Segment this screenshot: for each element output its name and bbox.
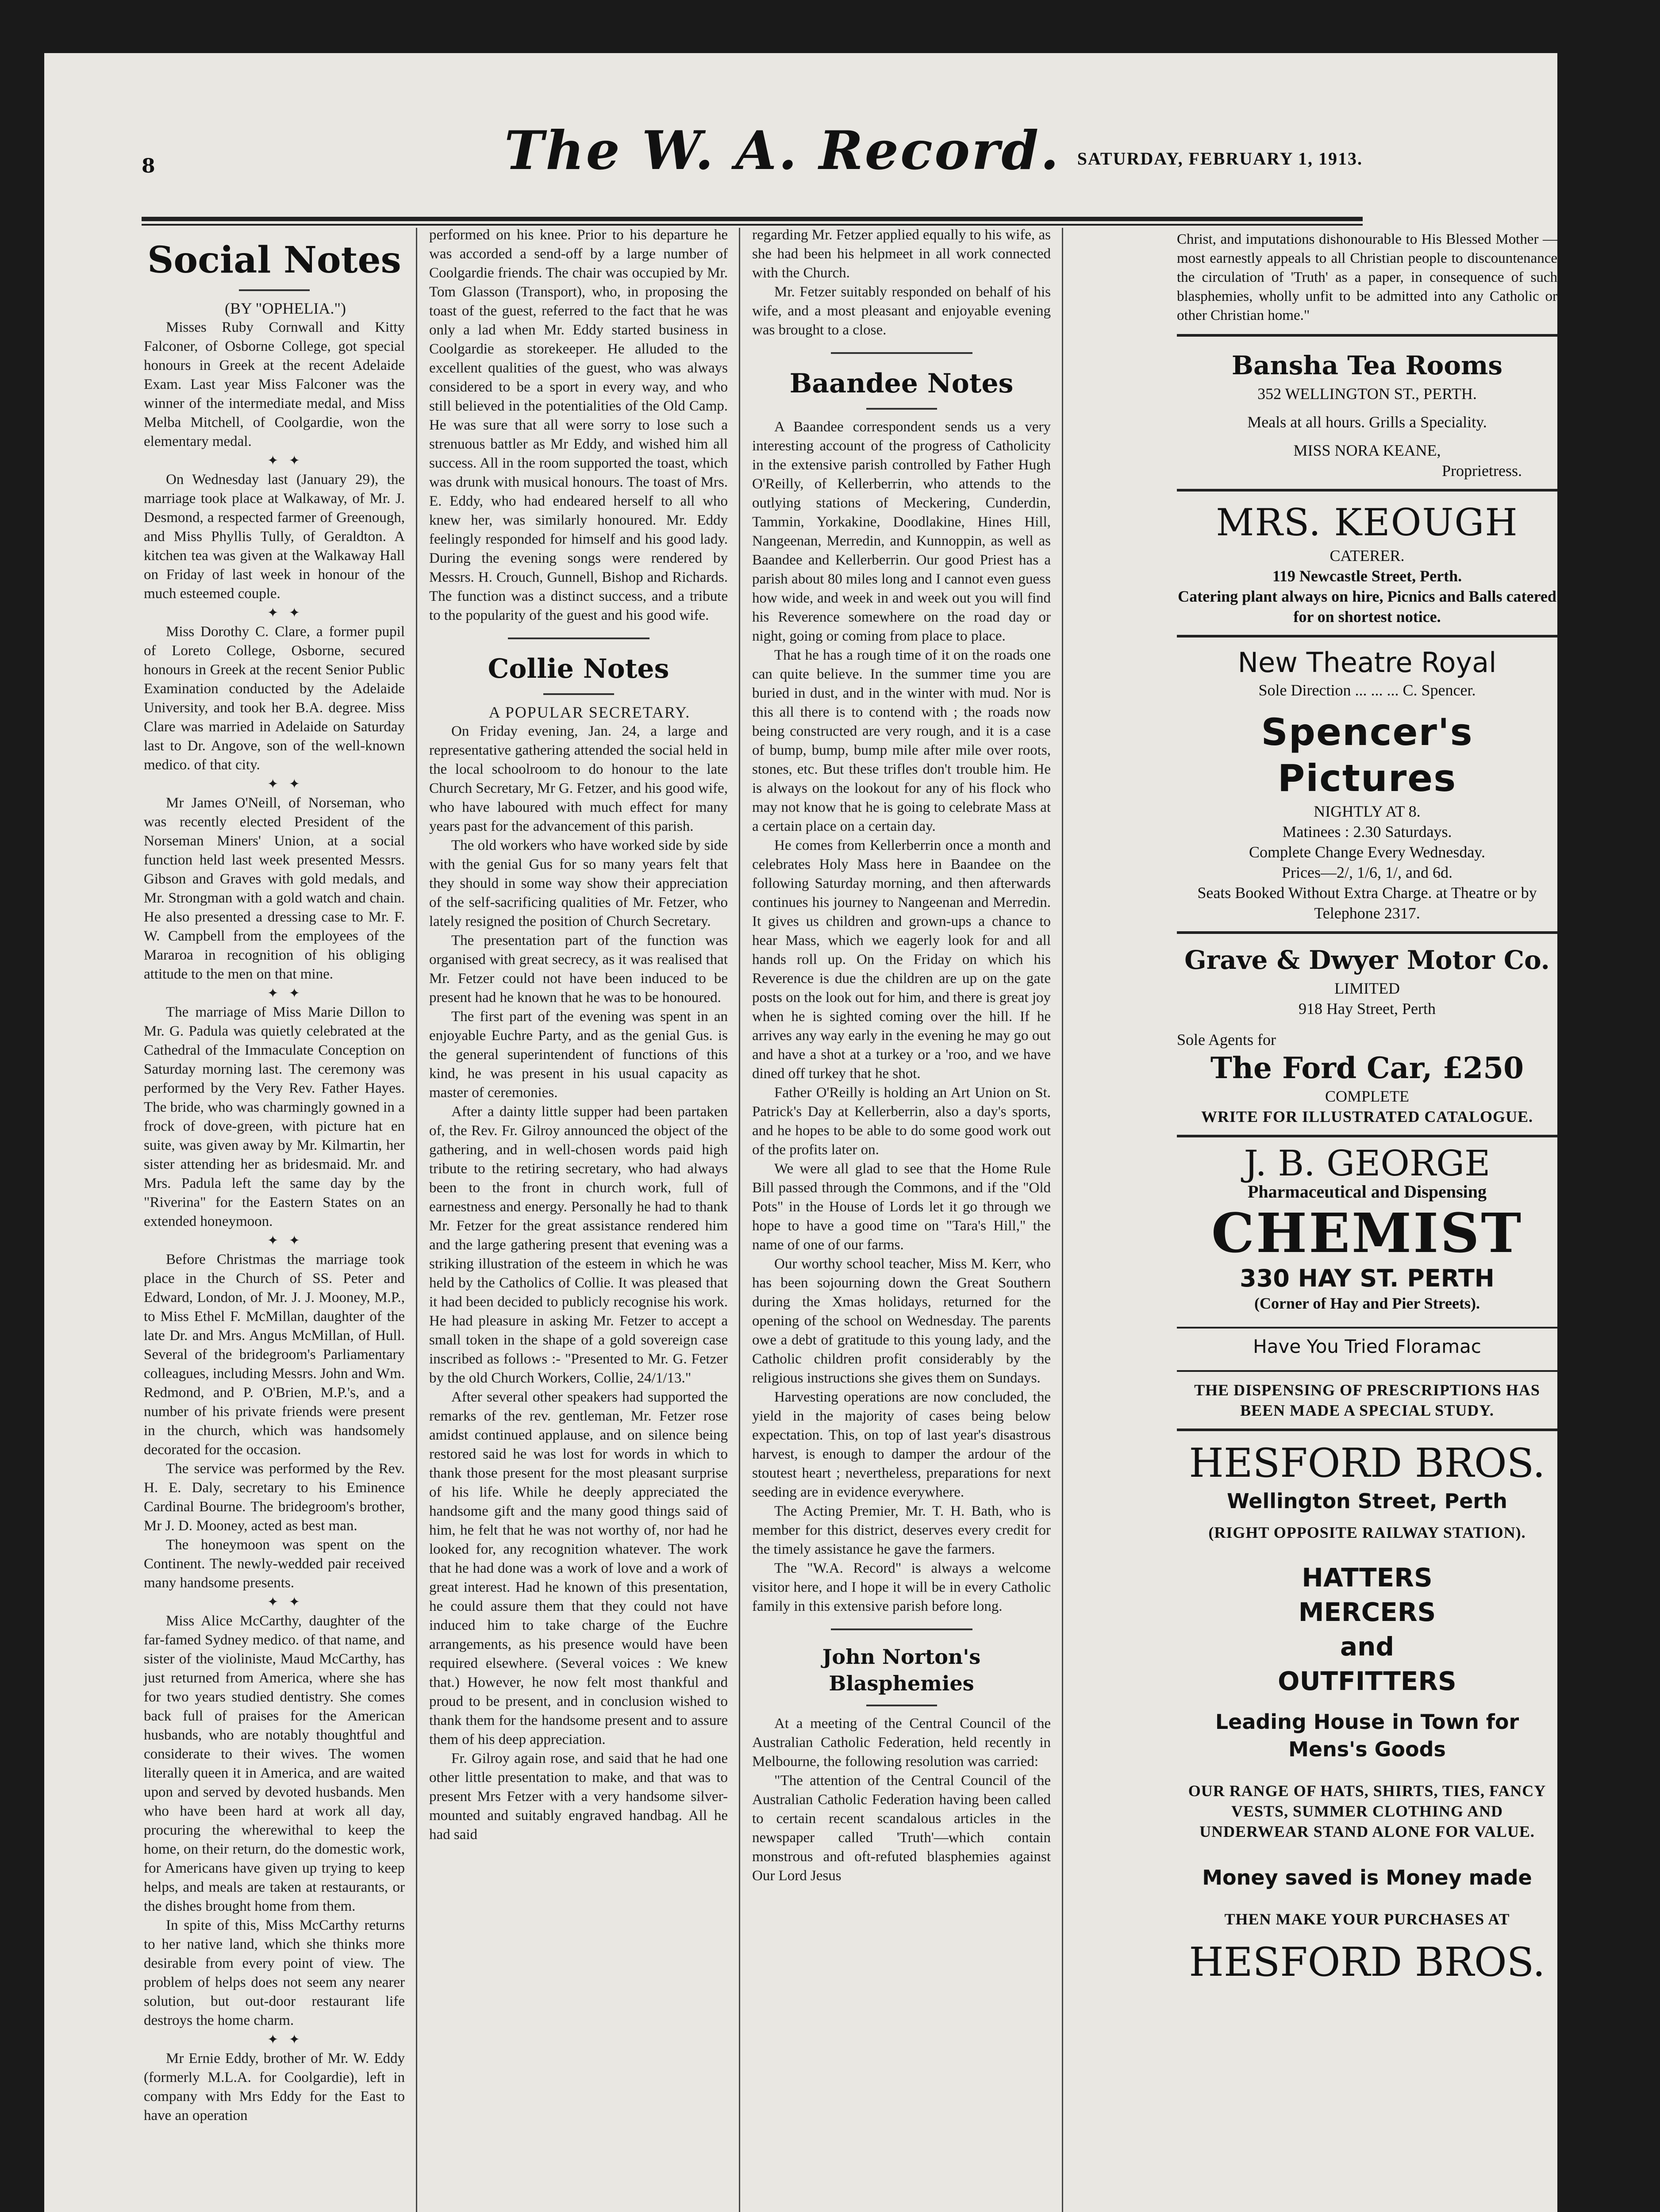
ad-headline: Spencer's Pictures — [1261, 710, 1473, 800]
column-social-notes — [144, 226, 405, 2125]
section-rule — [831, 1628, 972, 1630]
ad-new-theatre-royal — [1177, 637, 1557, 934]
section-heading: Collie Notes — [488, 653, 669, 684]
ad-text: Matinees : 2.30 Saturdays. — [1282, 823, 1452, 841]
section-heading: Baandee Notes — [789, 368, 1014, 399]
article-paragraph: Mr James O'Neill, of Norseman, who was recently elected President of the Norseman Miners' Union, at a social function held last week presented Messrs. Gibson and Graves with gold medals, and Mr. Strongman with a gold watch and chain. He also presented a dressing case to Mr. F. W. Campbell from the employees of the Mararoa in recognition of his obliging attitude to the men on that mine. — [144, 795, 405, 982]
ad-text: MERCERS — [1298, 1597, 1436, 1627]
ad-text: COMPLETE — [1325, 1087, 1409, 1105]
ad-text: HATTERS — [1302, 1563, 1433, 1593]
ornament: ✦ ✦ — [267, 986, 304, 1001]
ad-text: OUTFITTERS — [1278, 1666, 1456, 1696]
ornament: ✦ ✦ — [267, 1595, 304, 1609]
ad-text: Sole Direction ... ... ... C. Spencer. — [1258, 681, 1476, 699]
ad-text: Pharmaceutical and Dispensing — [1247, 1182, 1487, 1202]
article-paragraph: Harvesting operations are now concluded, the yield in the majority of cases being below expectation. This, on top of last year's disastrous harvest, is enough to damper the ardour of the stoutest heart ; nevertheless, preparations for next seeding are in evidence everywhere. — [752, 1389, 1051, 1500]
ad-address: 918 Hay Street, Perth — [1299, 1000, 1436, 1018]
column-divider — [416, 228, 417, 2212]
subheading: A POPULAR SECRETARY. — [488, 703, 691, 721]
ad-text: Seats Booked Without Extra Charge. at Theatre or by Telephone 2317. — [1197, 884, 1537, 922]
article-paragraph: Misses Ruby Cornwall and Kitty Falconer, of Osborne College, got special honours in Greek at the recent Adelaide Exam. Last year Miss Falconer was the winner of the intermediate medal, and Miss Melba Mitchell, of Coolgardie, won the elementary medal. — [144, 319, 405, 449]
ornament: ✦ ✦ — [267, 1233, 304, 1248]
heading-rule — [239, 289, 310, 291]
ornament: ✦ ✦ — [267, 606, 304, 620]
ad-text: WRITE FOR ILLUSTRATED CATALOGUE. — [1201, 1108, 1533, 1125]
article-paragraph: The "W.A. Record" is always a welcome visitor here, and I hope it will be in every Catholic family in this extensive parish before long. — [752, 1560, 1051, 1614]
article-paragraph: After a dainty little supper had been partaken of, the Rev. Fr. Gilroy announced the object of the gathering, and in well-chosen words paid high tribute to the retiring secretary, who had always been to the front in church work, full of earnestness and energy. Personally he had to thank Mr. Fetzer for the great assistance rendered him and the large gathering present that evening was a striking illustration of the esteem in which he was held by the Catholics of Collie. It was pleased that it had been decided to publicly recognise his work. He had pleasure in asking Mr. Fetzer to accept a small token in the shape of a gold sovereign case inscribed as follows :- "Presented to Mr. G. Fetzer by the old Church Workers, Collie, 24/1/13." — [429, 1104, 728, 1386]
article-paragraph: The Acting Premier, Mr. T. H. Bath, who is member for this district, deserves every credit for the timely assistance he gave the farmers. — [752, 1503, 1051, 1557]
newspaper-page — [44, 53, 1557, 2212]
article-paragraph: Our worthy school teacher, Miss M. Kerr, who has been sojourning down the Great Southern during the Xmas holidays, returned for the opening of the school on Wednesday. The parents owe a debt of gratitude to this young lady, and the Catholic children profit considerably by the religious instructions she gives them on Sundays. — [752, 1256, 1051, 1386]
ornament: ✦ ✦ — [267, 777, 304, 791]
ad-mrs-keough — [1177, 492, 1557, 637]
ad-address: 352 WELLINGTON ST., PERTH. — [1257, 385, 1477, 403]
ad-title: Bansha Tea Rooms — [1231, 350, 1503, 380]
ad-text: LIMITED — [1334, 979, 1400, 997]
section-heading: Social Notes — [147, 239, 401, 281]
ad-rule — [1177, 334, 1557, 337]
article-paragraph: Miss Alice McCarthy, daughter of the far-famed Sydney medico. of that name, and sister of the violiniste, Maud McCarthy, has just returned from America, where she has for two years studied dentistry. She comes back full of praises for the American husbands, who are notably thoughtful and considerate to their wives. The women literally queen it in America, and are waited upon and served by devoted husbands. Men who have been hard at work all day, procuring the wherewithal to keep the home, on their return, do the domestic work, for Americans have given up trying to keep helps, and meals are taken at restaurants, or the dishes brought home from them. — [144, 1613, 405, 1914]
newspaper-title: The W. A. Record. — [504, 119, 1061, 182]
ad-title: HESFORD BROS. — [1189, 1440, 1545, 1486]
article-paragraph: The honeymoon was spent on the Continent. The newly-wedded pair received many handsome presents. — [144, 1537, 405, 1591]
article-paragraph: The service was performed by the Rev. H. E. Daly, secretary to his Eminence Cardinal Bourne. The bridegroom's brother, Mr J. D. Mooney, acted as best man. — [144, 1461, 405, 1534]
ad-text: (Corner of Hay and Pier Streets). — [1254, 1294, 1480, 1312]
article-paragraph: At a meeting of the Central Council of the Australian Catholic Federation, held recently in Melbourne, the following resolution was carried: — [752, 1716, 1051, 1770]
column-divider — [739, 228, 740, 2212]
article-paragraph: regarding Mr. Fetzer applied equally to his wife, as she had been his helpmeet in all work connected with the Church. — [752, 227, 1051, 281]
ad-text: Leading House in Town for Mens's Goods — [1215, 1710, 1519, 1761]
article-paragraph: Christ, and imputations dishonourable to His Blessed Mother — most earnestly appeals to all Christian people to discountenance the circulation of 'Truth' as a paper, in consequence of such blasphemies, wholly unfit to be admitted into any Catholic or other Christian home." — [1177, 231, 1557, 323]
heading-rule — [866, 408, 937, 410]
ad-role: CATERER. — [1330, 547, 1405, 565]
article-paragraph: We were all glad to see that the Home Rule Bill passed through the Commons, and if the "Old Pots" in the House of Lords let it go through we hope to have a good time on "Tara's Hill," the name of one of our farms. — [752, 1161, 1051, 1253]
heading-rule — [866, 1705, 937, 1706]
column-divider — [1062, 228, 1063, 2212]
article-paragraph: He comes from Kellerberrin once a month and celebrates Holy Mass here in Baandee on the following Saturday morning, and then afterwards continues his journey to Nangeenan and Merredin. It gives us children and grown-ups a chance to hear Mass, which we eagerly look for and all hands roll up. On the Friday on which his Reverence is due the children are up on the gate posts on the look out for him, and there is great joy when he is sighted coming over the hill. If he arrives any way early in the evening he may go out and have a shot at a turkey or a 'roo, and we have dined off turkey that he shot. — [752, 837, 1051, 1082]
ad-title: Grave & Dwyer Motor Co. — [1184, 945, 1550, 975]
ad-text: Complete Change Every Wednesday. — [1249, 843, 1485, 861]
ad-text: and — [1340, 1632, 1394, 1662]
ad-text: Sole Agents for — [1177, 1031, 1276, 1048]
ad-text: OUR RANGE OF HATS, SHIRTS, TIES, FANCY VESTS, SUMMER CLOTHING AND UNDERWEAR STAND ALONE FOR VALUE. — [1188, 1782, 1546, 1840]
column-collie-notes — [429, 226, 728, 1844]
section-rule — [508, 637, 649, 639]
article-paragraph: On Wednesday last (January 29), the marriage took place at Walkaway, of Mr. J. Desmond, a respected farmer of Greenough, and Miss Phyllis Tully, of Geraldton. A kitchen tea was given at the Walkaway Hall on Friday of last week in honour of the much esteemed couple. — [144, 472, 405, 602]
ad-grave-dwyer-motor — [1177, 934, 1557, 1137]
advertisements-column — [1177, 230, 1557, 1995]
article-paragraph: Fr. Gilroy again rose, and said that he had one other little presentation to make, and that was to present Mrs Fetzer with a very handsome silver-mounted and suitably engraved handbag. All he had said — [429, 1751, 728, 1843]
ad-headline: The Ford Car, £250 — [1210, 1051, 1524, 1085]
article-paragraph: The marriage of Miss Marie Dillon to Mr. G. Padula was quietly celebrated at the Cathedral of the Immaculate Conception on Saturday morning last. The ceremony was performed by the Very Rev. Father Hayes. The bride, who was charmingly gowned in a frock of dove-green, with picture hat en suite, was given away by Mr. Kilmartin, her sister attending her as bridesmaid. Mr. and Mrs. Padula left the same day by the "Riverina" for the Eastern States on an extended honeymoon. — [144, 1004, 405, 1229]
article-paragraph: After several other speakers had supported the remarks of the rev. gentleman, Mr. Fetzer rose amidst continued applause, and on silence being restored said he was lost for words in which to thank those present for the most pleasant surprise of his life. While he deeply appreciated the handsome gift and the many good things said of him, he felt that he was not worthy of, nor had he looked for, any recognition whatever. The work that he had done was a work of love and a work of great interest. Had he known of this presentation, he could assure them that they could not have induced him to take charge of the Euchre arrangements, as his presence would have been required elsewhere. (Several voices : We knew that.) However, he now felt most thankful and proud to be present, and in conclusion wished to thank them for the handsome present and to assure them of his deep appreciation. — [429, 1389, 728, 1747]
ad-text: Prices—2/, 1/6, 1/, and 6d. — [1282, 864, 1452, 881]
article-paragraph: In spite of this, Miss McCarthy returns to her native land, which she thinks more desirable from every point of view. The problem of helps does not seem any nearer solution, but out-door restaurant life destroys the home charm. — [144, 1917, 405, 2028]
ad-text: NIGHTLY AT 8. — [1314, 803, 1421, 820]
section-heading: John Norton's Blasphemies — [822, 1645, 981, 1695]
article-paragraph: Before Christmas the marriage took place in the Church of SS. Peter and Edward, London, of Mr. J. J. Mooney, M.P., to Miss Ethel F. McMillan, daughter of the late Dr. and Mrs. Angus McMillan, of Hull. Several of the bridegroom's Parliamentary colleagues, including Messrs. John and Wm. Redmond, and P. O'Brien, M.P.'s, and a number of his private friends were present in the church, which was handsomely decorated for the occasion. — [144, 1252, 405, 1458]
ad-jb-george-chemist — [1177, 1137, 1557, 1431]
ad-address: 119 Newcastle Street, Perth. — [1272, 567, 1462, 585]
article-paragraph: The old workers who have worked side by side with the genial Gus for so many years felt that they should in some way show their appreciation of the self-sacrificing qualities of Mr. Fetzer, who lately resigned the position of Church Secretary. — [429, 837, 728, 929]
ad-text: Catering plant always on hire, Picnics and Balls catered for on shortest notice. — [1178, 588, 1556, 626]
article-paragraph: The first part of the evening was spent in an enjoyable Euchre Party, and as the genial Gus. is the general superintendent of functions of this kind, he was present in his usual capacity as master of ceremonies. — [429, 1009, 728, 1101]
column-baandee-notes — [752, 226, 1051, 1886]
article-paragraph: The presentation part of the function was organised with great secrecy, as it was realised that Mr. Fetzer could not have been induced to be present had he known that he was to be honoured. — [429, 933, 728, 1006]
ad-footer: HESFORD BROS. — [1189, 1939, 1545, 1985]
ad-title: New Theatre Royal — [1237, 646, 1497, 679]
ad-text: THE DISPENSING OF PRESCRIPTIONS HAS BEEN MADE A SPECIAL STUDY. — [1177, 1370, 1557, 1421]
article-paragraph: Miss Dorothy C. Clare, a former pupil of Loreto College, Osborne, secured honours in Greek at the recent Senior Public Examination conducted by the Adelaide University, and took her B.A. degree. Miss Clare was married in Adelaide on Saturday last to Dr. Angove, son of the well-known medico. of that city. — [144, 624, 405, 773]
article-paragraph: performed on his knee. Prior to his departure he was accorded a send-off by a large number of Coolgardie friends. The chair was occupied by Mr. Tom Glasson (Transport), who, in proposing the toast of the guest, referred to the fact that he was only a lad when Mr. Eddy started business in Coolgardie as storekeeper. He alluded to the excellent qualities of the guest, who was always considered to be a sport in every way, and who still believed in the potentialities of the Old Camp. He was sure that all were sorry to lose such a strenuous battler as Mr Eddy, and wished him all success. All in the room supported the toast, which was drunk with musical honours. The toast of Mrs. E. Eddy, who had endeared herself to all who knew her, was similarly honoured. Mr. Eddy feelingly responded for himself and his good lady. During the evening songs were rendered by Messrs. H. Crouch, Gunnell, Bishop and Richards. The function was a distinct success, and a tribute to the popularity of the guest and his good wife. — [429, 227, 728, 623]
article-paragraph: On Friday evening, Jan. 24, a large and representative gathering attended the social held in the local schoolroom to do honour to the late Church Secretary, Mr G. Fetzer, and his good wife, who have laboured with much effect for many years past for the advancement of this parish. — [429, 723, 728, 834]
byline: (BY "OPHELIA.") — [224, 300, 346, 317]
article-paragraph: Father O'Reilly is holding an Art Union on St. Patrick's Day at Kellerberrin, also a day's sports, and he hopes to be able to do some good work out of the profits later on. — [752, 1085, 1051, 1158]
heading-rule — [543, 693, 614, 695]
article-paragraph: That he has a rough time of it on the roads one can quite believe. In the summer time you are buried in dust, and in the winter with mud. Nor is this all there is to contend with ; the roads now being constructed are very rough, and it is a case of bump, bump, bump mile after mile over roots, stones, etc. But these trifles don't trouble him. He is always on the lookout for any of his flock who may not know that he is going to celebrate Mass at a certain place on a certain day. — [752, 647, 1051, 834]
article-paragraph: Mr Ernie Eddy, brother of Mr. W. Eddy (formerly M.L.A. for Coolgardie), left in company with Mrs Eddy for the East to have an operation — [144, 2051, 405, 2124]
ad-text: THEN MAKE YOUR PURCHASES AT — [1224, 1910, 1510, 1928]
ad-title: MRS. KEOUGH — [1216, 501, 1518, 544]
ad-text: Money saved is Money made — [1202, 1866, 1532, 1889]
page-number: 8 — [142, 155, 155, 177]
ad-text: Meals at all hours. Grills a Speciality. — [1247, 413, 1487, 431]
ad-text: (RIGHT OPPOSITE RAILWAY STATION). — [1208, 1524, 1526, 1541]
ad-owner: MISS NORA KEANE, — [1293, 442, 1441, 459]
ad-role: Proprietress. — [1442, 462, 1522, 480]
ad-title: J. B. GEORGE — [1244, 1143, 1491, 1184]
issue-date: SATURDAY, FEBRUARY 1, 1913. — [1077, 149, 1363, 169]
ad-headline: CHEMIST — [1211, 1201, 1523, 1265]
header-rule — [142, 217, 1363, 221]
ad-address: Wellington Street, Perth — [1227, 1489, 1507, 1513]
article-paragraph: "The attention of the Central Council of the Australian Catholic Federation having been called to certain recent scandalous articles in the newspaper called 'Truth'—which contain monstrous and oft-refuted blasphemies against Our Lord Jesus — [752, 1773, 1051, 1884]
article-paragraph: Mr. Fetzer suitably responded on behalf of his wife, and a most pleasant and enjoyable evening was brought to a close. — [752, 284, 1051, 338]
ornament: ✦ ✦ — [267, 453, 304, 468]
ad-text: Have You Tried Floramac — [1177, 1327, 1557, 1357]
ornament: ✦ ✦ — [267, 2032, 304, 2047]
section-rule — [831, 352, 972, 354]
ad-bansha-tea-rooms — [1177, 339, 1557, 492]
article-paragraph: A Baandee correspondent sends us a very interesting account of the progress of Catholicity in the extensive parish controlled by Father Hugh O'Reilly, of Kellerberrin, who attends to the outlying stations of Meckering, Cunderdin, Tammin, Yorkakine, Doodlakine, Hines Hill, Nangeenan, Merredin, and Kunnoppin, as well as Baandee and Kellerberrin. Our good Priest has a parish about 80 miles long and I cannot even guess how wide, and week in and week out you will find his Reverence somewhere on the road day or night, going or coming from place to place. — [752, 419, 1051, 644]
ad-address: 330 HAY ST. PERTH — [1240, 1264, 1495, 1292]
ad-hesford-bros — [1177, 1431, 1557, 1995]
